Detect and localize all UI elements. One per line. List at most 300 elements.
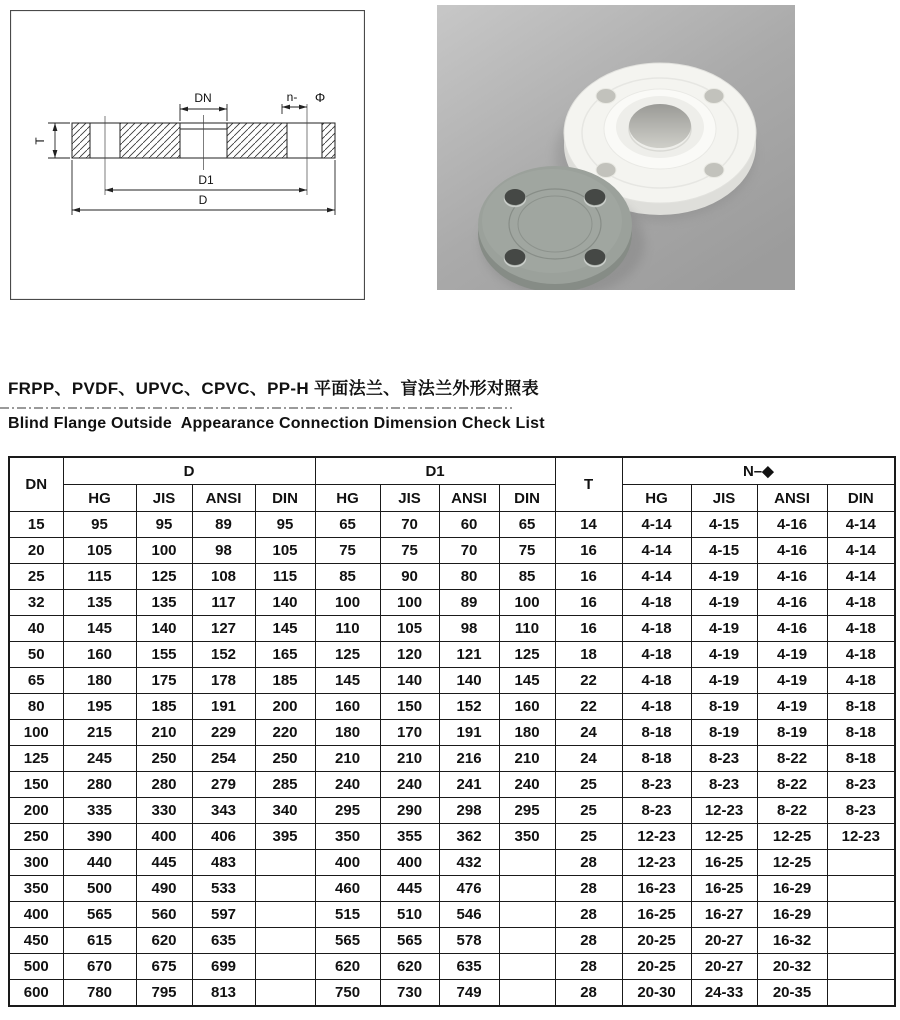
col-header-n-ansi: ANSI: [757, 485, 827, 512]
table-cell: [255, 980, 315, 1007]
table-cell: 127: [192, 616, 255, 642]
col-group-d1: D1: [315, 457, 555, 485]
table-cell: 330: [136, 798, 192, 824]
table-cell: 80: [9, 694, 63, 720]
table-cell: 250: [9, 824, 63, 850]
table-row: [9, 980, 895, 1007]
table-cell: 298: [439, 798, 499, 824]
table-cell: 90: [380, 564, 439, 590]
table-cell: 22: [555, 694, 622, 720]
table-cell: 125: [315, 642, 380, 668]
table-cell: [499, 980, 555, 1007]
table-cell: 220: [255, 720, 315, 746]
table-cell: 4-14: [827, 564, 895, 590]
table-cell: 460: [315, 876, 380, 902]
table-cell: 4-18: [622, 668, 691, 694]
table-cell: [499, 954, 555, 980]
table-cell: 350: [315, 824, 380, 850]
table-cell: 22: [555, 668, 622, 694]
table-cell: 70: [439, 538, 499, 564]
table-cell: 578: [439, 928, 499, 954]
table-cell: 4-14: [827, 512, 895, 538]
table-cell: [499, 876, 555, 902]
table-cell: 730: [380, 980, 439, 1007]
table-cell: 350: [499, 824, 555, 850]
table-cell: 510: [380, 902, 439, 928]
table-cell: 65: [315, 512, 380, 538]
table-cell: 8-18: [827, 746, 895, 772]
table-cell: 4-14: [622, 538, 691, 564]
table-row: [9, 590, 895, 616]
table-cell: 4-19: [757, 694, 827, 720]
table-cell: 250: [255, 746, 315, 772]
table-cell: [499, 850, 555, 876]
table-row: [9, 902, 895, 928]
table-cell: 180: [315, 720, 380, 746]
table-cell: 4-16: [757, 616, 827, 642]
table-cell: 115: [255, 564, 315, 590]
table-cell: 4-16: [757, 538, 827, 564]
table-cell: 75: [380, 538, 439, 564]
table-cell: 445: [136, 850, 192, 876]
table-cell: 110: [315, 616, 380, 642]
table-cell: 32: [9, 590, 63, 616]
table-cell: 290: [380, 798, 439, 824]
col-header-d1-ansi: ANSI: [439, 485, 499, 512]
table-cell: 152: [192, 642, 255, 668]
table-cell: 8-19: [691, 694, 757, 720]
table-row: [9, 720, 895, 746]
table-cell: 95: [255, 512, 315, 538]
table-cell: 16-29: [757, 876, 827, 902]
table-cell: 4-16: [757, 590, 827, 616]
table-cell: 135: [136, 590, 192, 616]
table-cell: 750: [315, 980, 380, 1007]
table-cell: 4-16: [757, 512, 827, 538]
table-cell: 20-32: [757, 954, 827, 980]
table-cell: 295: [499, 798, 555, 824]
table-cell: 8-19: [757, 720, 827, 746]
table-cell: [255, 850, 315, 876]
table-cell: 620: [315, 954, 380, 980]
table-cell: [255, 928, 315, 954]
table-cell: 4-18: [827, 642, 895, 668]
table-cell: 500: [63, 876, 136, 902]
table-cell: 25: [555, 798, 622, 824]
table-cell: 185: [255, 668, 315, 694]
table-cell: [827, 928, 895, 954]
table-cell: 4-18: [827, 668, 895, 694]
table-cell: 145: [63, 616, 136, 642]
table-cell: 8-23: [622, 798, 691, 824]
table-cell: 4-18: [622, 590, 691, 616]
table-cell: 8-18: [622, 720, 691, 746]
table-cell: [255, 876, 315, 902]
table-cell: 170: [380, 720, 439, 746]
table-cell: 100: [136, 538, 192, 564]
table-cell: 8-22: [757, 772, 827, 798]
table-cell: 699: [192, 954, 255, 980]
table-cell: 24-33: [691, 980, 757, 1007]
table-cell: 635: [192, 928, 255, 954]
title-english: Blind Flange Outside Appearance Connection Dimension Check List: [8, 415, 545, 432]
table-cell: 191: [439, 720, 499, 746]
table-cell: 24: [555, 746, 622, 772]
col-header-n-din: DIN: [827, 485, 895, 512]
table-cell: 406: [192, 824, 255, 850]
table-cell: 343: [192, 798, 255, 824]
table-cell: 600: [9, 980, 63, 1007]
table-cell: 445: [380, 876, 439, 902]
table-cell: 191: [192, 694, 255, 720]
table-cell: 24: [555, 720, 622, 746]
table-cell: 180: [63, 668, 136, 694]
table-cell: 195: [63, 694, 136, 720]
table-cell: 70: [380, 512, 439, 538]
table-cell: 89: [192, 512, 255, 538]
table-cell: 335: [63, 798, 136, 824]
col-header-t: T: [555, 457, 622, 512]
table-row: [9, 876, 895, 902]
dim-label-dn: DN: [194, 91, 212, 105]
col-header-d-jis: JIS: [136, 485, 192, 512]
dim-label-n: n-: [286, 90, 298, 104]
table-row: [9, 772, 895, 798]
table-cell: 4-19: [691, 564, 757, 590]
table-cell: 390: [63, 824, 136, 850]
dimension-table-body: [9, 512, 895, 1007]
table-cell: 20-27: [691, 954, 757, 980]
table-cell: 780: [63, 980, 136, 1007]
table-cell: 75: [315, 538, 380, 564]
dimension-table: [8, 456, 896, 1007]
table-cell: 80: [439, 564, 499, 590]
dim-label-d1: D1: [198, 173, 214, 187]
table-cell: 140: [255, 590, 315, 616]
table-cell: 483: [192, 850, 255, 876]
table-cell: 210: [136, 720, 192, 746]
table-cell: 210: [499, 746, 555, 772]
dim-label-t: T: [33, 137, 47, 145]
table-cell: 25: [9, 564, 63, 590]
table-cell: 8-22: [757, 798, 827, 824]
table-cell: [827, 980, 895, 1007]
table-cell: 279: [192, 772, 255, 798]
table-cell: [255, 902, 315, 928]
table-cell: 120: [380, 642, 439, 668]
table-cell: [499, 902, 555, 928]
table-cell: 160: [315, 694, 380, 720]
table-cell: 340: [255, 798, 315, 824]
table-cell: 215: [63, 720, 136, 746]
flange-photo-graphic: [437, 5, 795, 290]
col-header-d1-din: DIN: [499, 485, 555, 512]
table-cell: 135: [63, 590, 136, 616]
table-cell: 4-18: [622, 616, 691, 642]
table-row: [9, 928, 895, 954]
table-cell: 8-18: [622, 746, 691, 772]
table-cell: 250: [136, 746, 192, 772]
table-cell: 125: [499, 642, 555, 668]
table-cell: 229: [192, 720, 255, 746]
table-cell: 254: [192, 746, 255, 772]
dimension-table-container: [8, 456, 894, 1007]
title-chinese: FRPP、PVDF、UPVC、CPVC、PP-H 平面法兰、盲法兰外形对照表: [8, 379, 539, 398]
table-cell: 145: [315, 668, 380, 694]
table-row: [9, 642, 895, 668]
table-cell: 65: [499, 512, 555, 538]
table-cell: 8-23: [622, 772, 691, 798]
table-cell: 400: [9, 902, 63, 928]
table-cell: 240: [380, 772, 439, 798]
table-cell: 28: [555, 928, 622, 954]
table-cell: 140: [136, 616, 192, 642]
table-cell: [499, 928, 555, 954]
table-cell: 615: [63, 928, 136, 954]
table-cell: 16: [555, 590, 622, 616]
col-header-d1-hg: HG: [315, 485, 380, 512]
table-cell: 28: [555, 954, 622, 980]
table-cell: [827, 850, 895, 876]
table-cell: 18: [555, 642, 622, 668]
table-cell: 165: [255, 642, 315, 668]
table-cell: 4-14: [827, 538, 895, 564]
table-header: [9, 457, 895, 512]
table-cell: 8-18: [827, 694, 895, 720]
table-cell: 546: [439, 902, 499, 928]
table-cell: 40: [9, 616, 63, 642]
table-cell: 280: [63, 772, 136, 798]
table-cell: 560: [136, 902, 192, 928]
table-cell: 85: [499, 564, 555, 590]
dim-d1: [105, 188, 307, 193]
table-cell: 105: [255, 538, 315, 564]
table-cell: 12-23: [622, 850, 691, 876]
table-cell: 117: [192, 590, 255, 616]
table-cell: 4-14: [622, 512, 691, 538]
table-cell: 565: [63, 902, 136, 928]
table-cell: 20-35: [757, 980, 827, 1007]
table-row: [9, 824, 895, 850]
table-row: [9, 850, 895, 876]
table-cell: 121: [439, 642, 499, 668]
table-cell: 50: [9, 642, 63, 668]
table-row: [9, 746, 895, 772]
table-cell: 635: [439, 954, 499, 980]
table-cell: 4-15: [691, 512, 757, 538]
table-cell: 515: [315, 902, 380, 928]
table-cell: 4-16: [757, 564, 827, 590]
table-cell: 565: [315, 928, 380, 954]
dash-dot-divider: [0, 407, 512, 409]
table-cell: 16-29: [757, 902, 827, 928]
flange-product-photo: [437, 5, 795, 290]
table-cell: 200: [9, 798, 63, 824]
table-cell: 20-25: [622, 954, 691, 980]
dim-label-d: D: [198, 193, 208, 207]
table-cell: 12-25: [757, 824, 827, 850]
table-cell: 98: [192, 538, 255, 564]
table-cell: 140: [439, 668, 499, 694]
table-cell: 28: [555, 850, 622, 876]
table-cell: 28: [555, 980, 622, 1007]
table-cell: 490: [136, 876, 192, 902]
table-cell: 12-23: [622, 824, 691, 850]
table-cell: 12-25: [691, 824, 757, 850]
table-cell: 100: [9, 720, 63, 746]
table-cell: 12-25: [757, 850, 827, 876]
table-cell: 115: [63, 564, 136, 590]
table-cell: 8-18: [827, 720, 895, 746]
table-cell: 28: [555, 902, 622, 928]
table-cell: 16: [555, 616, 622, 642]
table-cell: [827, 876, 895, 902]
dim-n-phi: [282, 104, 307, 114]
table-cell: [255, 954, 315, 980]
table-cell: 795: [136, 980, 192, 1007]
table-cell: 4-19: [757, 668, 827, 694]
table-cell: 749: [439, 980, 499, 1007]
table-cell: 285: [255, 772, 315, 798]
table-cell: 245: [63, 746, 136, 772]
table-cell: 210: [380, 746, 439, 772]
table-cell: 4-15: [691, 538, 757, 564]
phi-symbol: Φ: [314, 90, 326, 105]
table-cell: 240: [315, 772, 380, 798]
table-cell: 4-18: [622, 694, 691, 720]
table-cell: 8-23: [827, 772, 895, 798]
table-cell: 400: [136, 824, 192, 850]
table-cell: 65: [9, 668, 63, 694]
table-cell: 4-19: [691, 642, 757, 668]
table-cell: 105: [63, 538, 136, 564]
table-cell: 15: [9, 512, 63, 538]
table-cell: 16: [555, 538, 622, 564]
table-cell: 16-25: [691, 850, 757, 876]
table-cell: 300: [9, 850, 63, 876]
col-header-d1-jis: JIS: [380, 485, 439, 512]
col-header-d-hg: HG: [63, 485, 136, 512]
table-cell: 400: [380, 850, 439, 876]
table-cell: 140: [380, 668, 439, 694]
table-cell: 89: [439, 590, 499, 616]
table-cell: 28: [555, 876, 622, 902]
table-cell: 16: [555, 564, 622, 590]
table-cell: [827, 902, 895, 928]
col-header-n-jis: JIS: [691, 485, 757, 512]
table-cell: 4-18: [827, 616, 895, 642]
table-cell: 125: [136, 564, 192, 590]
table-cell: 4-18: [622, 642, 691, 668]
table-cell: 14: [555, 512, 622, 538]
table-cell: 145: [255, 616, 315, 642]
table-cell: 4-14: [622, 564, 691, 590]
table-cell: 670: [63, 954, 136, 980]
table-cell: 152: [439, 694, 499, 720]
table-cell: 4-19: [757, 642, 827, 668]
table-cell: 440: [63, 850, 136, 876]
table-cell: 8-23: [827, 798, 895, 824]
table-cell: 180: [499, 720, 555, 746]
table-cell: 565: [380, 928, 439, 954]
table-cell: 240: [499, 772, 555, 798]
dim-t: [48, 123, 70, 158]
table-cell: 395: [255, 824, 315, 850]
table-cell: 620: [380, 954, 439, 980]
col-header-dn: DN: [9, 457, 63, 512]
table-cell: 150: [380, 694, 439, 720]
table-cell: 95: [136, 512, 192, 538]
table-cell: 4-19: [691, 590, 757, 616]
table-cell: 362: [439, 824, 499, 850]
table-cell: 95: [63, 512, 136, 538]
table-cell: 25: [555, 772, 622, 798]
table-cell: 60: [439, 512, 499, 538]
table-cell: 675: [136, 954, 192, 980]
table-cell: 178: [192, 668, 255, 694]
table-cell: 8-23: [691, 746, 757, 772]
table-cell: 20-27: [691, 928, 757, 954]
table-row: [9, 694, 895, 720]
table-cell: 4-19: [691, 668, 757, 694]
table-cell: 432: [439, 850, 499, 876]
table-cell: 533: [192, 876, 255, 902]
table-cell: 85: [315, 564, 380, 590]
table-cell: 16-27: [691, 902, 757, 928]
table-cell: 20: [9, 538, 63, 564]
col-group-n: N–◆: [622, 457, 895, 485]
table-cell: 210: [315, 746, 380, 772]
table-cell: 25: [555, 824, 622, 850]
table-cell: 450: [9, 928, 63, 954]
table-cell: 75: [499, 538, 555, 564]
table-cell: 20-25: [622, 928, 691, 954]
table-cell: 400: [315, 850, 380, 876]
col-group-d: D: [63, 457, 315, 485]
table-cell: 160: [499, 694, 555, 720]
flange-cross-section-drawing: [10, 10, 365, 300]
table-cell: 100: [499, 590, 555, 616]
table-cell: 8-23: [691, 772, 757, 798]
table-cell: 813: [192, 980, 255, 1007]
table-cell: 350: [9, 876, 63, 902]
table-row: [9, 798, 895, 824]
table-cell: 216: [439, 746, 499, 772]
table-cell: 185: [136, 694, 192, 720]
table-cell: 100: [380, 590, 439, 616]
table-cell: 105: [380, 616, 439, 642]
table-cell: 16-25: [691, 876, 757, 902]
table-cell: 16-32: [757, 928, 827, 954]
table-row: [9, 616, 895, 642]
table-cell: 241: [439, 772, 499, 798]
table-cell: 8-22: [757, 746, 827, 772]
table-row: [9, 538, 895, 564]
table-cell: 12-23: [827, 824, 895, 850]
table-cell: 200: [255, 694, 315, 720]
table-row: [9, 668, 895, 694]
flange-technical-drawing: [10, 10, 365, 300]
table-cell: 4-18: [827, 590, 895, 616]
table-cell: 500: [9, 954, 63, 980]
table-cell: 20-30: [622, 980, 691, 1007]
table-cell: 160: [63, 642, 136, 668]
table-cell: 8-19: [691, 720, 757, 746]
table-cell: 355: [380, 824, 439, 850]
table-row: [9, 512, 895, 538]
table-cell: 12-23: [691, 798, 757, 824]
table-cell: 476: [439, 876, 499, 902]
